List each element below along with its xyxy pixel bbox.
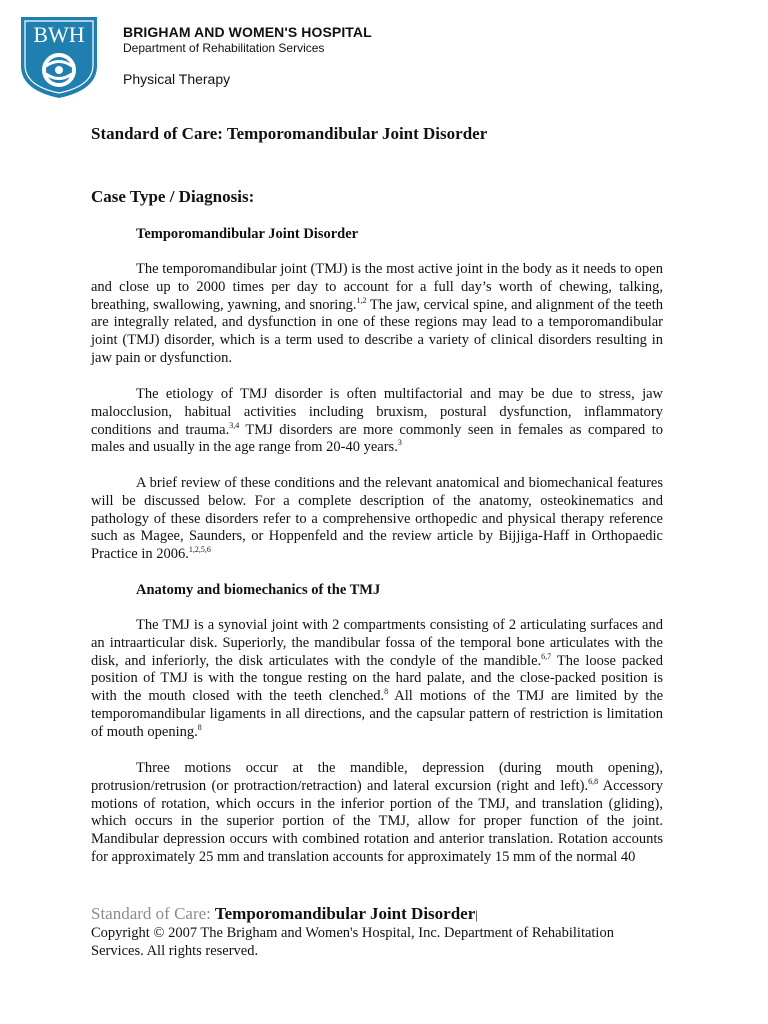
paragraph-etiology: The etiology of TMJ disorder is often multifactorial and may be due to stress, jaw malocclusion, habitual activities including bruxism, postural dysfunction, inflammatory conditions and trauma.$^{3,4}$ TMJ disorders are more commonly seen in females as compared to males and usually in the age range from 20-40 years.$^3$ xyxy=(91,386,663,456)
bwh-logo xyxy=(18,14,100,100)
organization-name: BRIGHAM AND WOMEN'S HOSPITAL xyxy=(123,24,372,40)
paragraph-motions: Three motions occur at the mandible, depression (during mouth opening), protrusion/retrusion (or protraction/retraction) and lateral excursion (right and left).$^{6,8}$ Accessory motions of rotation, which occurs in the inferior portion of the TMJ, and translation (gliding), which occurs in the superior portion of the TMJ, allow for proper function of the joint. Mandibular depression occurs with combined rotation and anterior translation. Rotation accounts for approximately 25 mm and translation accounts for approximately 15 mm of the normal 40 xyxy=(91,760,664,865)
document-title: Standard of Care: Temporomandibular Joint Disorder xyxy=(91,124,488,143)
page-header xyxy=(18,14,718,104)
paragraph-tmj-intro: The temporomandibular joint (TMJ) is the most active joint in the body as it needs to open and close up to 2000 times per day to account for a full day’s worth of chewing, talking, breathing, swallowing, yawning, and snoring.$^{1,2}$ The jaw, cervical spine, and alignment of the teeth are integrally related, and dysfunction in one of these regions may lead to a temporomandibular joint (TMJ) disorder, which is a term used to describe a variety of clinical disorders resulting in jaw pain or dysfunction. xyxy=(91,261,663,366)
citation: 1,2 xyxy=(356,295,367,305)
department-name: Department of Rehabilitation Services xyxy=(123,41,325,55)
copyright-notice: Copyright © 2007 The Brigham and Women's Hospital, Inc. Department of Rehabilitation Services. All rights reserved. xyxy=(91,925,614,959)
citation: 8 xyxy=(384,687,389,697)
logo-text: BWH xyxy=(33,22,85,47)
citation: 8 xyxy=(197,722,202,732)
paragraph-review: A brief review of these conditions and the relevant anatomical and biomechanical features will be discussed below. For a complete description of the anatomy, osteokinematics and pathology of these disorders refer to a comprehensive orthopedic and physical therapy reference such as Magee, Saunders, or Hoppenfeld and the review article by Bijjiga-Haff in Orthopaedic Practice in 2006.$^{1,2,5,6}$ xyxy=(91,475,663,563)
citation: 6,7 xyxy=(541,651,552,661)
section-heading: Temporomandibular Joint Disorder xyxy=(136,226,359,242)
footer-title xyxy=(91,904,478,924)
citation: 3 xyxy=(397,438,402,448)
citation: 1,2,5,6 xyxy=(188,545,211,555)
citation: 3,4 xyxy=(229,420,240,430)
program-name: Physical Therapy xyxy=(123,71,231,87)
footer-document-title: Temporomandibular Joint Disorder xyxy=(214,904,476,923)
paragraph-anatomy: The TMJ is a synovial joint with 2 compartments consisting of 2 articulating surfaces and an intraarticular disk. Superiorly, the mandibular fossa of the temporal bone articulates with the disk, and inferiorly, the disk articulates with the condyle of the mandible.$^{6,7}$ The loose packed position of TMJ is with the tongue resting on the hard palate, and the close-packed position is with the mouth closed with the teeth clenched.$^8$ All motions of the TMJ are limited by the temporomandibular ligaments in all directions, and the capsular pattern of restriction is limitation of mouth opening.$^8$ xyxy=(91,617,664,740)
footer-label: Standard of Care: xyxy=(91,904,211,923)
case-type-heading: Case Type / Diagnosis: xyxy=(91,187,255,206)
cursor-mark: | xyxy=(475,907,478,922)
citation: 6,8 xyxy=(588,776,599,786)
section-heading: Anatomy and biomechanics of the TMJ xyxy=(136,582,381,598)
organization-block xyxy=(123,24,372,87)
